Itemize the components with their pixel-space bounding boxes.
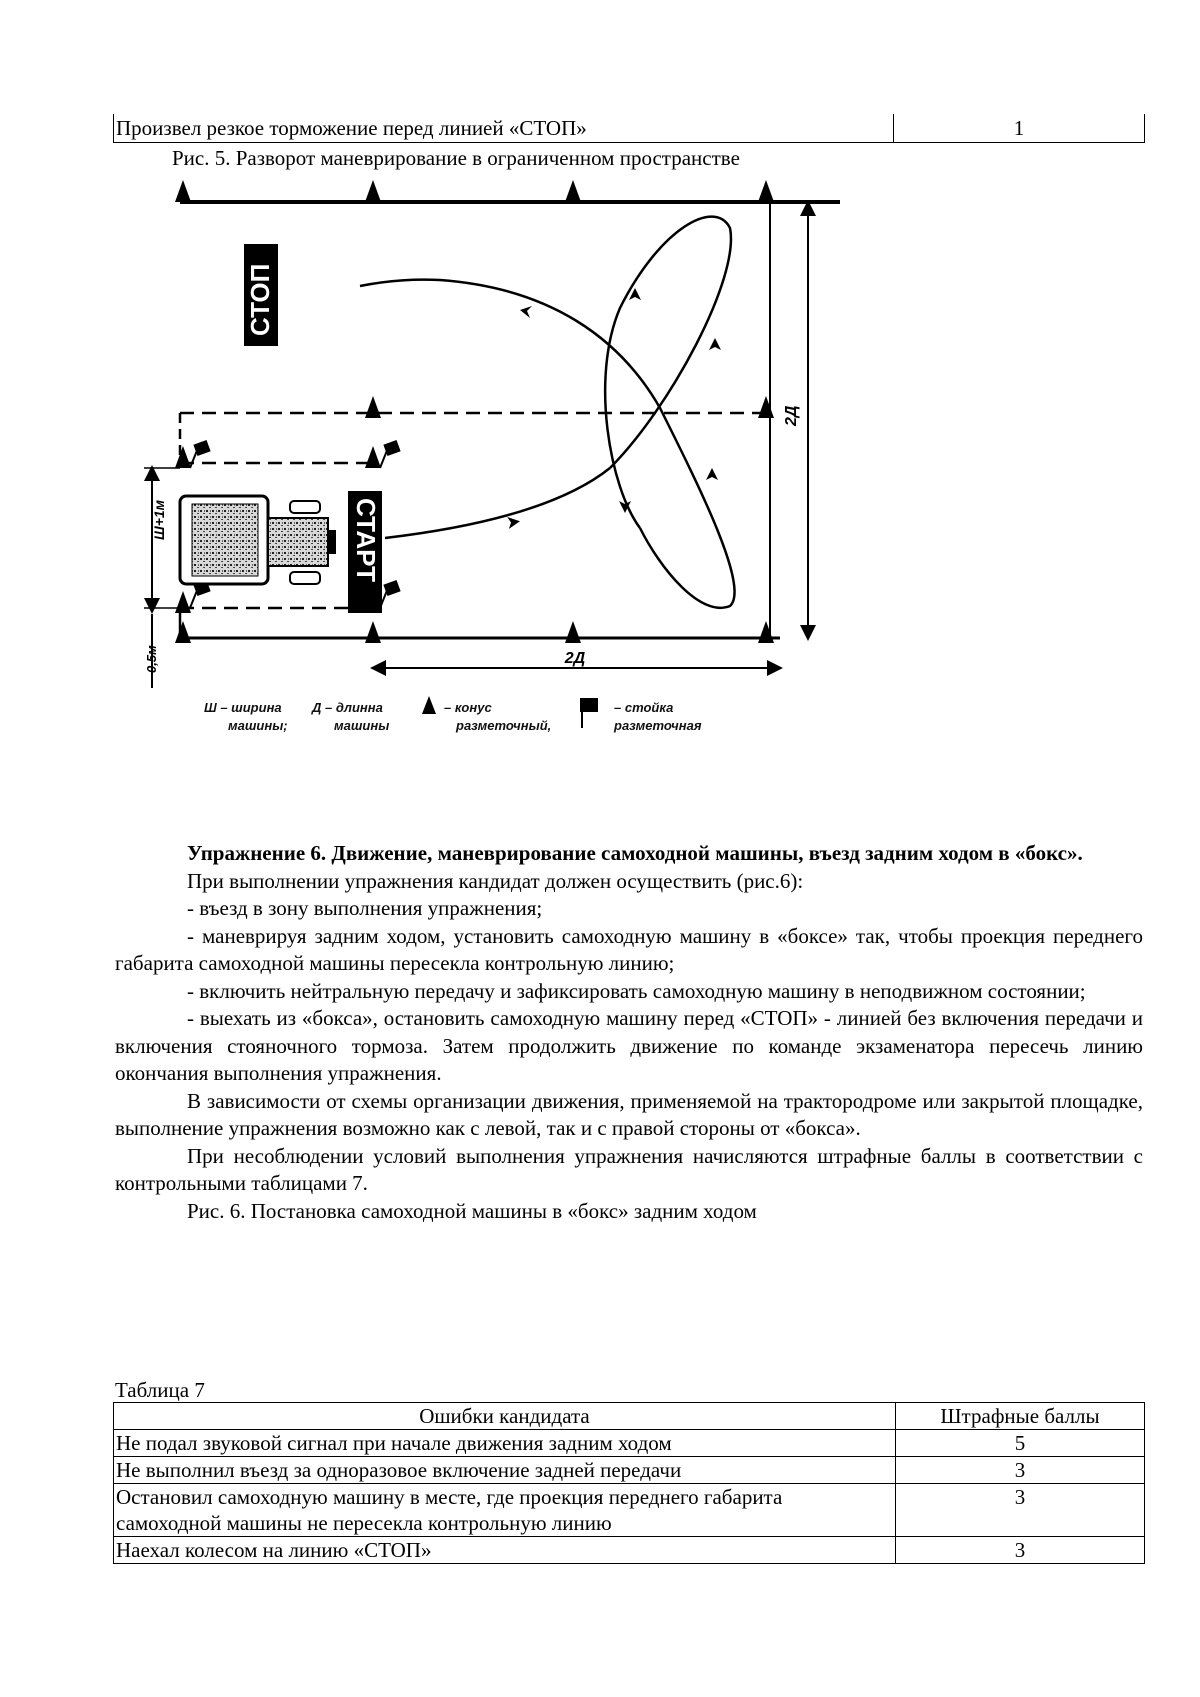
paragraph: При несоблюдении условий выполнения упражнения начисляются штрафные баллы в соответствии с контрольными таблицами 7. <box>115 1143 1143 1195</box>
svg-text:машины: машины <box>334 718 390 733</box>
figure6-caption: Рис. 6. Постановка самоходной машины в «бокс» задним ходом <box>187 1198 757 1223</box>
table-row <box>114 1430 1145 1457</box>
dim-bottom-label: 2Д <box>564 650 586 667</box>
row-error: Остановил самоходную машину в месте, где проекция переднего габарита самоходной машины не пересекла контрольную линию <box>114 1484 896 1537</box>
row-points: 3 <box>896 1457 1145 1484</box>
paragraph: - включить нейтральную передачу и зафиксировать самоходную машину в неподвижном состоянии; <box>187 978 1086 1003</box>
table-row <box>114 1484 1145 1537</box>
table-row <box>114 1537 1145 1564</box>
table7 <box>113 1402 1145 1564</box>
dim-left-label: Ш+1м <box>151 499 167 540</box>
cone-legend-icon <box>422 696 436 714</box>
paragraph: В зависимости от схемы организации движения, применяемой на трактородроме или закрытой площадке, выполнение упражнения возможно как с левой, так и с правой стороны от «бокса». <box>115 1088 1143 1140</box>
svg-text:– конус: – конус <box>444 700 492 715</box>
row-points: 3 <box>896 1484 1145 1537</box>
table-header-row <box>114 1403 1145 1430</box>
row-error: Наехал колесом на линию «СТОП» <box>114 1537 896 1564</box>
table7-caption: Таблица 7 <box>115 1378 205 1402</box>
figure5-caption: Рис. 5. Разворот маневрирование в ограниченном пространстве <box>172 146 740 170</box>
row-error: Не подал звуковой сигнал при начале движения задним ходом <box>114 1430 896 1457</box>
previous-table-row <box>113 114 1145 143</box>
svg-text:Ш – ширина: Ш – ширина <box>204 700 282 715</box>
table-row <box>114 1457 1145 1484</box>
paragraph: - маневрируя задним ходом, установить самоходную машину в «боксе» так, чтобы проекция переднего габарита самоходной машины пересекла контрольную линию; <box>115 923 1143 975</box>
exercise6-text <box>115 840 1143 1225</box>
start-label: СТАРТ <box>351 498 381 583</box>
svg-text:разметочная: разметочная <box>614 718 702 733</box>
header-errors: Ошибки кандидата <box>114 1403 896 1430</box>
stop-label: СТОП <box>245 263 275 336</box>
figure5-legend <box>204 696 702 733</box>
exercise6-heading: Упражнение 6. Движение, маневрирование самоходной машины, въезд задним ходом в «бокс». <box>187 841 1083 865</box>
figure5-diagram <box>140 168 1140 808</box>
svg-text:машины;: машины; <box>228 718 288 733</box>
svg-text:разметочный,: разметочный, <box>456 718 552 733</box>
svg-text:Д – длинна: Д – длинна <box>312 700 383 715</box>
svg-text:– стойка: – стойка <box>614 700 674 715</box>
dim-small-label: 0,5м <box>144 645 159 673</box>
row-points: 5 <box>896 1430 1145 1457</box>
header-points: Штрафные баллы <box>896 1403 1145 1430</box>
vehicle-icon <box>180 496 336 584</box>
row-error: Не выполнил въезд за одноразовое включение задней передачи <box>114 1457 896 1484</box>
paragraph: - въезд в зону выполнения упражнения; <box>187 896 543 920</box>
trajectory-path <box>360 217 735 608</box>
paragraph: - выехать из «бокса», остановить самоходную машину перед «СТОП» - линией без включения передачи и включения стояночного тормоза. Затем продолжить движение по команде экзаменатора пересечь линию окончания выполнения упражнения. <box>115 1006 1143 1085</box>
row-points: 1 <box>1013 116 1025 140</box>
paragraph: При выполнении упражнения кандидат должен осуществить (рис.6): <box>187 868 804 893</box>
row-error-text: Произвел резкое торможение перед линией «СТОП» <box>116 116 587 140</box>
row-points: 3 <box>896 1537 1145 1564</box>
dim-right-label: 2Д <box>783 405 800 426</box>
